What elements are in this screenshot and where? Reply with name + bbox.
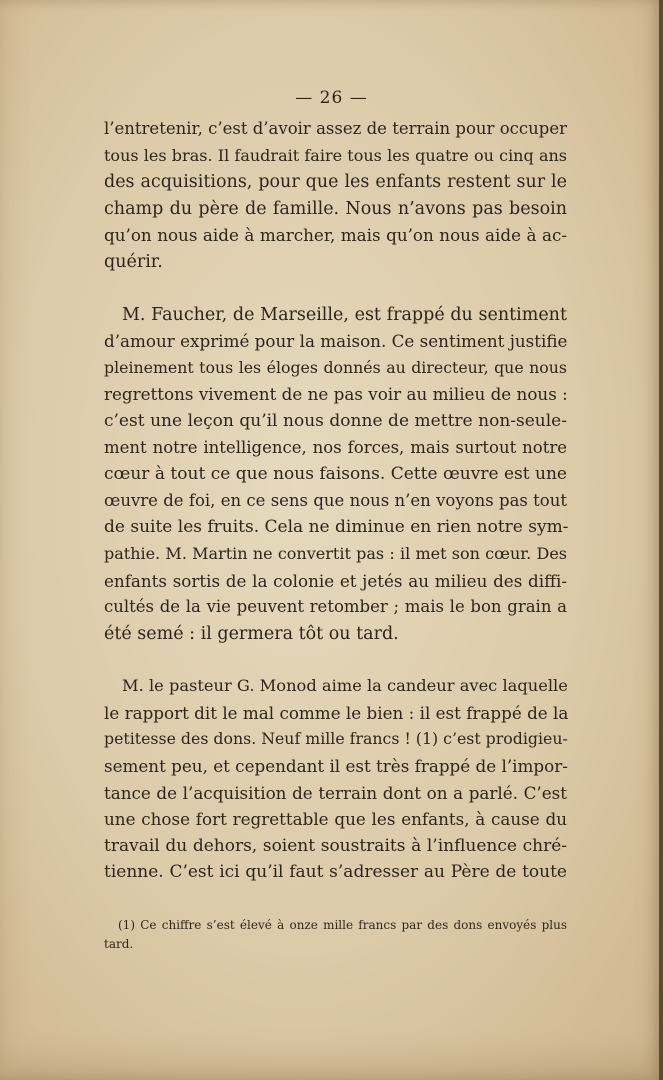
text-line: été semé : il germera tôt ou tard.	[104, 623, 399, 644]
body-text	[104, 116, 567, 886]
text-line: champ du père de famille. Nous n’avons pas besoin	[104, 198, 567, 219]
text-line: ment notre intelligence, nos forces, mais surtout notre	[104, 437, 567, 457]
page-edge	[659, 0, 663, 1080]
text-line: pleinement tous les éloges donnés au directeur, que nous	[104, 357, 567, 377]
footnote-line: tard.	[104, 937, 134, 951]
text-line: travail du dehors, soient soustraits à l’influence chré-	[104, 835, 567, 856]
text-line: tous les bras. Il faudrait faire tous les quatre ou cinq ans	[104, 145, 567, 165]
text-line: œuvre de foi, en ce sens que nous n’en voyons pas tout	[104, 490, 567, 510]
text-line: de suite les fruits. Cela ne diminue en rien notre sym-	[104, 517, 569, 538]
text-line: M. Faucher, de Marseille, est frappé du sentiment	[122, 304, 567, 325]
text-line: M. le pasteur G. Monod aime la candeur avec laquelle	[122, 676, 568, 696]
text-line: enfants sortis de la colonie et jetés au milieu des diffi-	[104, 570, 567, 591]
text-line: regrettons vivement de ne pas voir au milieu de nous :	[104, 384, 568, 405]
text-line: tance de l’acquisition de terrain dont on a parlé. C’est	[104, 782, 567, 803]
paragraph-1	[104, 116, 567, 276]
page-number: — 26 —	[295, 88, 368, 108]
footnote	[104, 916, 567, 954]
text-line: pathie. M. Martin ne convertit pas : il met son cœur. Des	[104, 543, 567, 563]
text-line: cultés de la vie peuvent retomber ; mais le bon grain a	[104, 597, 567, 617]
text-line: d’amour exprimé pour la maison. Ce sentiment justifie	[104, 331, 568, 352]
text-line: c’est une leçon qu’il nous donne de mettre non-seule-	[104, 410, 567, 431]
paragraph-3	[104, 673, 567, 886]
paragraph-2	[104, 302, 567, 648]
text-line: cœur à tout ce que nous faisons. Cette œuvre est une	[104, 464, 567, 485]
text-line: quérir.	[104, 251, 163, 272]
text-line: tienne. C’est ici qu’il faut s’adresser au Père de toute	[104, 862, 567, 883]
text-line: qu’on nous aide à marcher, mais qu’on nous aide à ac-	[104, 225, 567, 246]
text-line: l’entretenir, c’est d’avoir assez de terrain pour occuper	[104, 119, 567, 138]
text-line: le rapport dit le mal comme le bien : il est frappé de la	[104, 702, 569, 723]
text-line: une chose fort regrettable que les enfants, à cause du	[104, 809, 567, 830]
text-line: sement peu, et cependant il est très frappé de l’impor-	[104, 756, 568, 777]
text-line: des acquisitions, pour que les enfants restent sur le	[104, 172, 567, 193]
text-line: petitesse des dons. Neuf mille francs ! (1) c’est prodigieu-	[104, 729, 568, 749]
footnote-line: (1) Ce chiffre s’est élevé à onze mille francs par des dons envoyés plus	[118, 918, 567, 932]
